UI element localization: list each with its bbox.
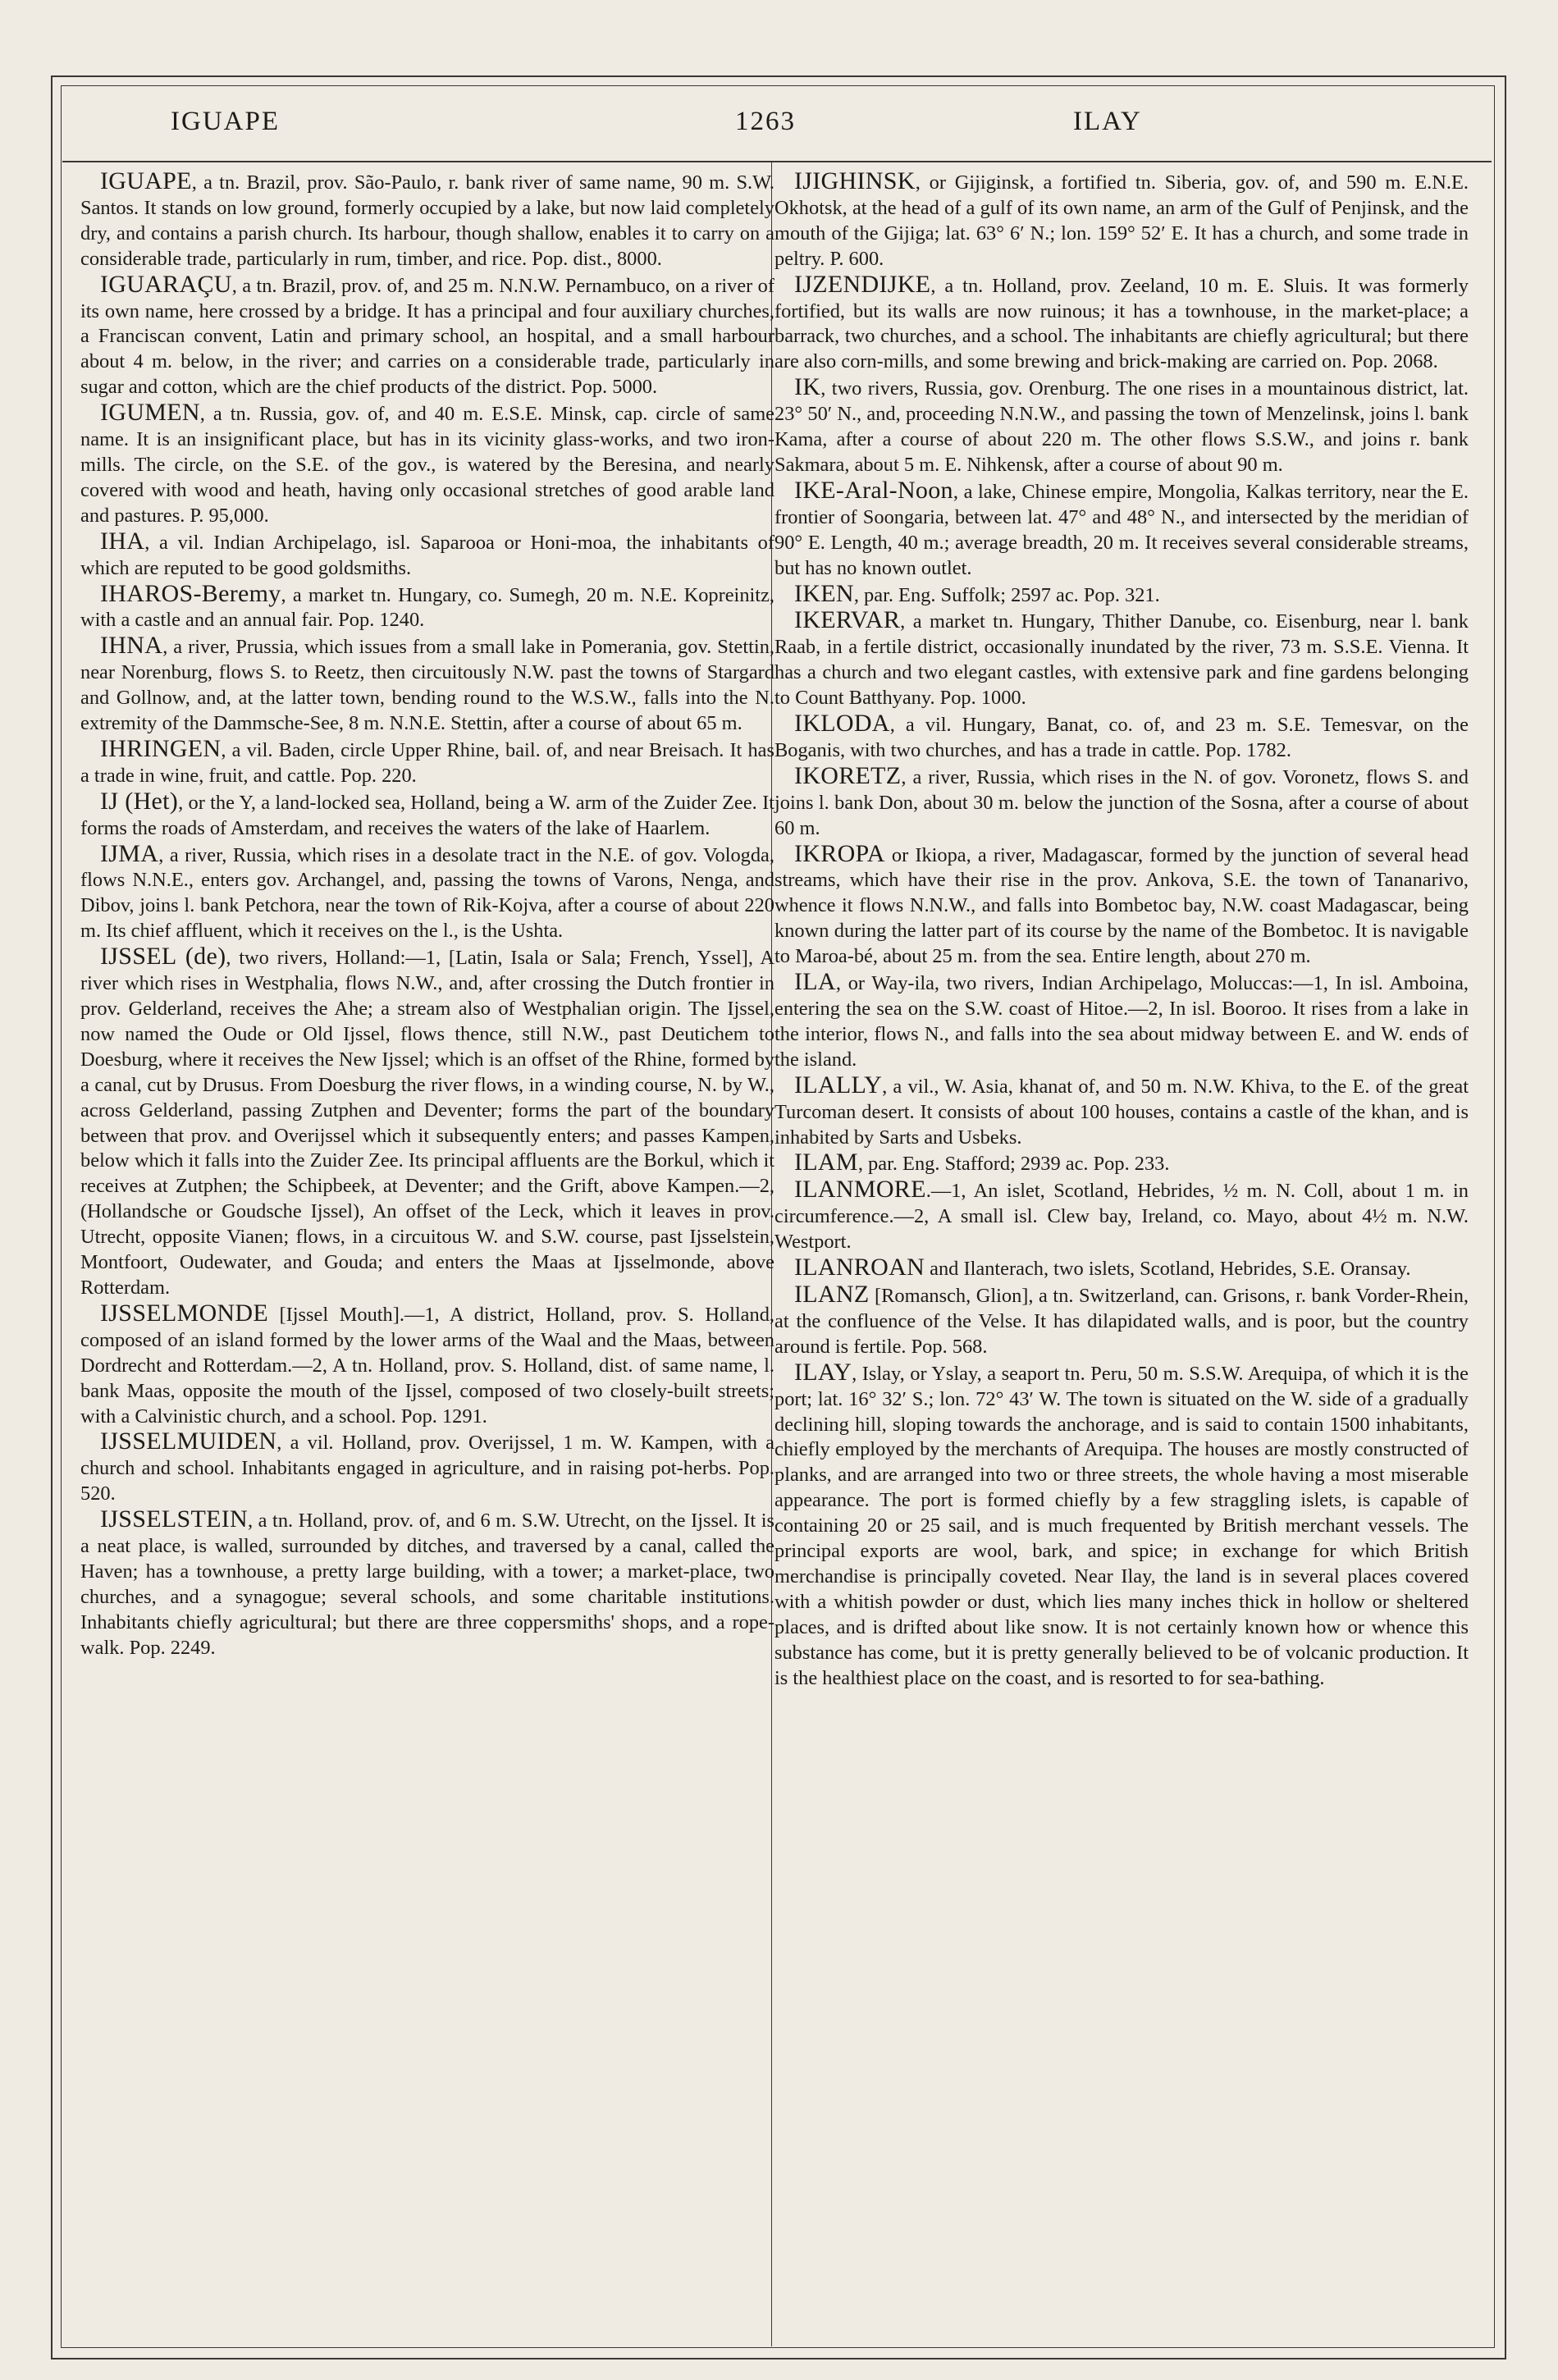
dictionary-entry (774, 272, 1469, 376)
header-left-guide-word: IGUAPE (171, 107, 280, 136)
entry-text: , a river, Russia, which rises in a desolate tract in the N.E. of gov. Vologda, flows N.N.E., enters gov. Archangel, and, passing the towns of Varons, Nenga, and Dibov, joins l. bank Petchora, near the town of Rik-Kojva, after a course of about 220 m. Its chief affluent, which it receives on the l., is the Ushta. (80, 843, 774, 943)
entry-headword: ILANZ (794, 1280, 870, 1308)
entry-headword: IKERVAR (794, 606, 901, 634)
entry-text: , a vil. Holland, prov. Overijssel, 1 m. W. Kampen, with a church and school. Inhabitants engaged in agriculture, and in raising pot-herbs. Pop. 520. (80, 1432, 774, 1505)
dictionary-entry (80, 944, 774, 1301)
entry-text: , a lake, Chinese empire, Mongolia, Kalkas territory, near the E. frontier of Soongaria, between lat. 47° and 48° N., and intersected by the meridian of 90° E. Length, 40 m.; average breadth, 20 m. It receives several considerable streams, but has no known outlet. (774, 480, 1469, 579)
entry-text: and Ilanterach, two islets, Scotland, Hebrides, S.E. Oransay. (925, 1258, 1411, 1281)
running-header (62, 107, 1492, 156)
entry-headword: ILALLY (794, 1071, 883, 1099)
entry-headword: IKLODA (794, 710, 890, 738)
dictionary-entry (80, 529, 774, 582)
dictionary-entry (774, 375, 1469, 478)
dictionary-entry (774, 608, 1469, 711)
entry-headword: IJIGHINSK (794, 167, 916, 194)
entry-headword: IHRINGEN (100, 734, 222, 762)
dictionary-entry (80, 789, 774, 842)
entry-text: , par. Eng. Suffolk; 2597 ac. Pop. 321. (853, 583, 1160, 606)
entry-text: [Romansch, Glion], a tn. Switzerland, can. Grisons, r. bank Vorder-Rhein, at the confluence of the Velse. It has dilapidated walls, and is poor, but the country around is fertile. Pop. 568. (774, 1284, 1469, 1358)
header-right-guide-word: ILAY (1073, 107, 1142, 136)
entry-headword: ILANROAN (794, 1254, 925, 1281)
page-number: 1263 (735, 107, 796, 136)
dictionary-entry (774, 1177, 1469, 1255)
entry-headword: IJ (Het) (100, 787, 179, 815)
entry-text: , a vil. Indian Archipelago, isl. Saparooa or Honi-moa, the inhabitants of which are reputed to be good goldsmiths. (80, 531, 774, 579)
dictionary-entry (80, 400, 774, 529)
dictionary-entry (774, 970, 1469, 1073)
dictionary-entry (774, 579, 1469, 609)
entry-text: , a tn. Holland, prov. of, and 6 m. S.W. Utrecht, on the Ijssel. It is a neat place, is walled, surrounded by ditches, and traversed by a canal, called the Haven; has a townhouse, a pretty large building, with a tower; a market-place, two churches, and a synagogue; several schools, and some charitable institutions. Inhabitants chiefly agricultural; but there are three coppersmiths' shops, and a rope-walk. Pop. 2249. (80, 1510, 774, 1659)
entry-headword: ILANMORE (794, 1176, 926, 1204)
entry-text: or Ikiopa, a river, Madagascar, formed by the junction of several head streams, which have their rise in the prov. Ankova, S.E. the town of Tananarivo, whence it flows N.N.W., and falls into Bombetoc bay, N.W. coast Madagascar, being known during the latter part of its course by the name of the Bombetoc. It is navigable to Maroa-bé, about 25 m. from the sea. Entire length, about 270 m. (774, 843, 1469, 968)
dictionary-entry (80, 734, 774, 789)
entry-text: , a tn. Russia, gov. of, and 40 m. E.S.E. Minsk, cap. circle of same name. It is an insignificant place, but has in its vicinity glass-works, and two iron-mills. The circle, on the S.E. of the gov., is watered by the Beresina, and nearly covered with wood and heath, having only occasional stretches of good arable land and pastures. P. 95,000. (80, 403, 774, 527)
entry-text: , or Gijiginsk, a fortified tn. Siberia, gov. of, and 590 m. E.N.E. Okhotsk, at the head of a gulf of its own name, an arm of the Gulf of Penjinsk, and the mouth of the Gijiga; lat. 63° 6′ N.; lon. 159° 52′ E. It has a church, and some trade in peltry. P. 600. (774, 171, 1469, 270)
entry-headword: IHA (100, 527, 145, 555)
dictionary-entry (774, 761, 1469, 842)
entry-headword: IJSSELMONDE (100, 1299, 268, 1327)
dictionary-entry (80, 1507, 774, 1661)
entry-text: , a vil. Hungary, Banat, co. of, and 23 m. S.E. Temesvar, on the Boganis, with two churches, and has a trade in cattle. Pop. 1782. (774, 714, 1469, 761)
dictionary-entry (774, 711, 1469, 764)
dictionary-entry (774, 169, 1469, 272)
entry-headword: IJZENDIJKE (794, 270, 931, 298)
dictionary-entry (80, 272, 774, 401)
entry-text: , or the Y, a land-locked sea, Holland, being a W. arm of the Zuider Zee. It forms the roads of Amsterdam, and receives the waters of the lake of Haarlem. (80, 791, 774, 839)
entry-text: , two rivers, Holland:—1, [Latin, Isala or Sala; French, Yssel], A river which rises in Westphalia, flows N.W., and, after crossing the Dutch frontier in prov. Gelderland, receives the Ahe; a stream also of Westphalian origin. The Ijssel, now named the Oude or Old Ijssel, flows thence, still N.W., past Deutichem to Doesburg, where it receives the New Ijssel; which is an offset of the Rhine, formed by a canal, cut by Drusus. From Doesburg the river flows, in a winding course, N. by W., across Gelderland, passing Zutphen and Deventer; forms the part of the boundary between that prov. and Overijssel which it subsequently enters; and passes Kampen, below which it falls into the Zuider Zee. Its principal affluents are the Borkul, which it receives at Zutphen; the Schipbeek, at Deventer; and the Grift, above Kampen.—2, (Hollandsche or Goudsche Ijssel), An offset of the Leck, which it leaves in prov. Utrecht, opposite Vianen; flows, in a circuitous W. and S.W. course, past Ijsselstein, Montfoort, Oudewater, and Gouda; and enters the Maas at Ijsselmonde, above Rotterdam. (80, 947, 774, 1299)
dictionary-entry (80, 633, 774, 737)
entry-text: , a vil. Baden, circle Upper Rhine, bail. of, and near Breisach. It has a trade in wine, fruit, and cattle. Pop. 220. (80, 738, 774, 787)
dictionary-entry (774, 839, 1469, 971)
entry-headword: IGUAPE (100, 167, 192, 194)
entry-headword: ILAY (794, 1358, 852, 1386)
dictionary-entry (80, 1429, 774, 1507)
entry-headword: IKROPA (794, 839, 885, 867)
dictionary-entry (774, 1150, 1469, 1177)
entry-text: .—1, An islet, Scotland, Hebrides, ½ m. N. Coll, about 1 m. in circumference.—2, A small isl. Clew bay, Ireland, co. Mayo, about 4½ m. N.W. Westport. (774, 1180, 1469, 1254)
entry-headword: IJMA (100, 839, 159, 867)
header-rule (62, 161, 1492, 162)
entry-text: , a tn. Brazil, prov. São-Paulo, r. bank river of same name, 90 m. S.W. Santos. It stands on low ground, formerly occupied by a lake, but now laid completely dry, and contains a parish church. Its harbour, though shallow, enables it to carry on a considerable trade, particularly in rum, timber, and rice. Pop. dist., 8000. (80, 171, 774, 270)
entry-headword: IK (794, 373, 821, 401)
entry-headword: IJSSELMUIDEN (100, 1428, 277, 1455)
entry-headword: IGUARAÇU (100, 270, 232, 298)
entry-text: , or Way-ila, two rivers, Indian Archipelago, Moluccas:—1, In isl. Amboina, entering the sea on the S.W. coast of Hitoe.—2, In isl. Booroo. It rises from a lake in the interior, flows N., and falls into the sea about midway between E. and W. ends of the island. (774, 972, 1469, 1071)
entry-headword: IKE-Aral-Noon (794, 476, 953, 504)
entry-headword: IHNA (100, 632, 163, 660)
entry-headword: ILA (794, 968, 836, 996)
dictionary-entry (80, 839, 774, 945)
entry-text: , a river, Prussia, which issues from a small lake in Pomerania, gov. Stettin, near Norenburg, flows S. to Reetz, then circuitously N.W. past the towns of Stargard and Gollnow, and, at the latter town, bending round to the W.S.W., falls into the N. extremity of the Dammsche-See, 8 m. N.N.E. Stettin, after a course of about 65 m. (80, 636, 774, 735)
dictionary-entry (774, 1255, 1469, 1282)
entry-headword: IJSSEL (de) (100, 943, 226, 971)
entry-headword: ILAM (794, 1149, 858, 1176)
dictionary-entry (80, 579, 774, 634)
entry-headword: IKEN (794, 579, 854, 607)
dictionary-entry (774, 478, 1469, 582)
dictionary-entry (774, 1282, 1469, 1360)
dictionary-entry (774, 1073, 1469, 1151)
entry-text: , a market tn. Hungary, Thither Danube, co. Eisenburg, near l. bank Raab, in a fertile district, occasionally inundated by the river, 73 m. S.S.E. Vienna. It has a church and two elegant castles, with extensive park and fine gardens belonging to Count Batthyany. Pop. 1000. (774, 610, 1469, 710)
entry-text: , a tn. Brazil, prov. of, and 25 m. N.N.W. Pernambuco, on a river of its own name, here crossed by a bridge. It has a principal and four auxiliary churches, a Franciscan convent, Latin and primary school, an hospital, and a small harbour about 4 m. below, in the river; and carries on a considerable trade, particularly in sugar and cotton, which are the chief products of the district. Pop. 5000. (80, 274, 774, 399)
entry-text: , Islay, or Yslay, a seaport tn. Peru, 50 m. S.S.W. Arequipa, of which it is the port; lat. 16° 32′ S.; lon. 72° 43′ W. The town is situated on the W. side of a gradually declining hill, sloping towards the anchorage, and is said to contain 1500 inhabitants, chiefly employed by the merchants of Arequipa. The houses are mostly constructed of planks, and are arranged into two or three streets, the whole having a most miserable appearance. The port is formed chiefly by a few straggling islets, is capable of containing 20 or 25 sail, and is much frequented by British merchant vessels. The principal exports are wool, bark, and spice; in exchange for which British merchandise is principally coveted. Near Ilay, the land is in several places covered with a whitish powder or dust, which lies many inches thick in hollow or sheltered places, and is drifted about like snow. It is not certainly known how or whence this substance has come, but it is pretty generally believed to be of volcanic production. It is the healthiest place on the coast, and is resorted to for sea-bathing. (774, 1362, 1469, 1689)
left-column (80, 169, 774, 1661)
entry-text: , a market tn. Hungary, co. Sumegh, 20 m. N.E. Kopreinitz, with a castle and an annual fair. Pop. 1240. (80, 583, 774, 632)
entry-text: , a vil., W. Asia, khanat of, and 50 m. N.W. Khiva, to the E. of the great Turcoman desert. It consists of about 100 houses, contains a castle of the khan, and is inhabited by Sarts and Usbeks. (774, 1075, 1469, 1149)
entry-text: , two rivers, Russia, gov. Orenburg. The one rises in a mountainous district, lat. 23° 50′ N., and, proceeding N.N.W., and passing the town of Menzelinsk, joins l. bank Kama, after a course of about 220 m. The other flows S.S.W., and joins r. bank Sakmara, about 5 m. E. Nihkensk, after a course of about 90 m. (774, 377, 1469, 476)
entry-headword: IKORETZ (794, 761, 902, 789)
entry-headword: IHAROS-Beremy (100, 579, 281, 607)
entry-headword: IGUMEN (100, 399, 200, 427)
entry-text: , a tn. Holland, prov. Zeeland, 10 m. E. Sluis. It was formerly fortified, but its walls are now ruinous; it has a townhouse, in the market-place; a barrack, two churches, and a school. The inhabitants are chiefly agricultural; but there are also corn-mills, and some brewing and brick-making are carried on. Pop. 2068. (774, 274, 1469, 373)
right-column (774, 169, 1469, 1691)
entry-headword: IJSSELSTEIN (100, 1505, 248, 1533)
entry-text: , a river, Russia, which rises in the N. of gov. Voronetz, flows S. and joins l. bank Don, about 30 m. below the junction of the Sosna, after a course of about 60 m. (774, 765, 1469, 839)
dictionary-entry (80, 169, 774, 272)
entry-text: , par. Eng. Stafford; 2939 ac. Pop. 233. (857, 1153, 1170, 1176)
dictionary-entry (80, 1301, 774, 1430)
dictionary-entry (774, 1360, 1469, 1692)
entry-text: [Ijssel Mouth].—1, A district, Holland, prov. S. Holland, composed of an island formed by the lower arms of the Waal and the Maas, between Dordrecht and Rotterdam.—2, A tn. Holland, prov. S. Holland, dist. of same name, l. bank Maas, opposite the mouth of the Ijssel, composed of two closely-built streets; with a Calvinistic church, and a school. Pop. 1291. (80, 1303, 774, 1428)
